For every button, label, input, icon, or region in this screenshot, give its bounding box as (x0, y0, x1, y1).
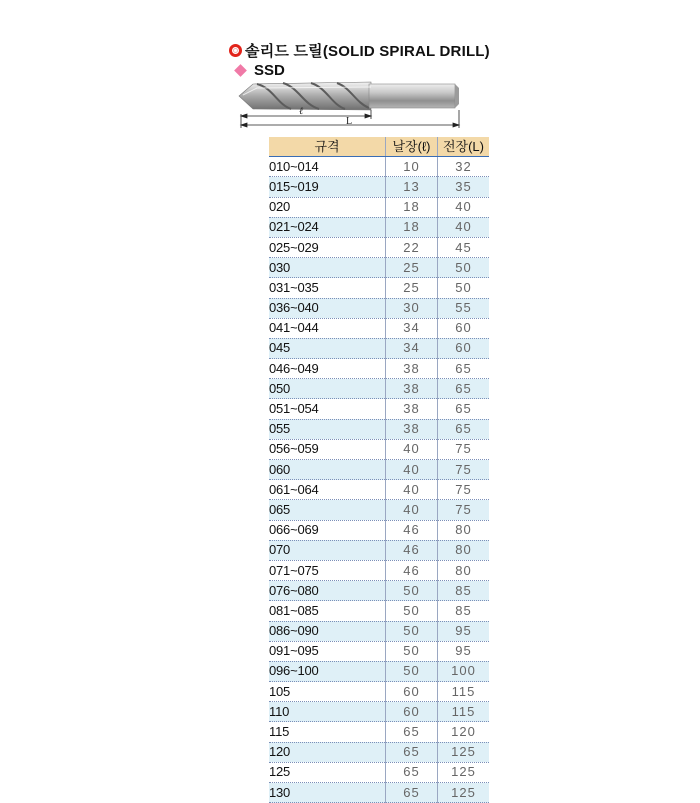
cell-total-length: 75 (438, 439, 490, 459)
cell-total-length: 35 (438, 177, 490, 197)
cell-total-length: 115 (438, 702, 490, 722)
cell-total-length: 80 (438, 520, 490, 540)
cell-flute-length: 40 (386, 500, 438, 520)
cell-flute-length: 65 (386, 722, 438, 742)
table-row (269, 480, 489, 500)
cell-flute-length: 50 (386, 641, 438, 661)
cell-total-length: 95 (438, 641, 490, 661)
cell-total-length: 40 (438, 197, 490, 217)
cell-flute-length: 10 (386, 157, 438, 177)
cell-total-length: 65 (438, 359, 490, 379)
table-row (269, 278, 489, 298)
cell-size: 061~064 (269, 480, 386, 500)
total-length-label: L (346, 116, 353, 127)
cell-flute-length: 18 (386, 197, 438, 217)
cell-total-length: 75 (438, 500, 490, 520)
cell-flute-length: 46 (386, 560, 438, 580)
spec-table (269, 137, 489, 803)
cell-total-length: 75 (438, 480, 490, 500)
cell-total-length: 115 (438, 682, 490, 702)
table-row (269, 702, 489, 722)
cell-total-length: 100 (438, 661, 490, 681)
cell-size: 096~100 (269, 661, 386, 681)
cell-flute-length: 60 (386, 682, 438, 702)
cell-flute-length: 38 (386, 419, 438, 439)
cell-flute-length: 22 (386, 237, 438, 257)
cell-flute-length: 65 (386, 762, 438, 782)
col-header-total-length: 전장(L) (438, 137, 490, 157)
cell-flute-length: 46 (386, 540, 438, 560)
table-row (269, 500, 489, 520)
cell-flute-length: 40 (386, 460, 438, 480)
cell-flute-length: 50 (386, 621, 438, 641)
cell-size: 050 (269, 379, 386, 399)
cell-size: 105 (269, 682, 386, 702)
cell-size: 071~075 (269, 560, 386, 580)
cell-size: 110 (269, 702, 386, 722)
cell-size: 066~069 (269, 520, 386, 540)
table-row (269, 783, 489, 803)
table-row (269, 621, 489, 641)
cell-size: 076~080 (269, 581, 386, 601)
cell-size: 070 (269, 540, 386, 560)
cell-flute-length: 40 (386, 439, 438, 459)
flute-length-label: ℓ (299, 106, 304, 117)
table-row (269, 601, 489, 621)
table-row (269, 197, 489, 217)
cell-total-length: 125 (438, 762, 490, 782)
cell-total-length: 85 (438, 581, 490, 601)
cell-total-length: 65 (438, 379, 490, 399)
cell-flute-length: 38 (386, 399, 438, 419)
cell-size: 010~014 (269, 157, 386, 177)
cell-total-length: 80 (438, 540, 490, 560)
table-row (269, 318, 489, 338)
table-row (269, 460, 489, 480)
red-ring-icon (229, 44, 242, 57)
cell-flute-length: 30 (386, 298, 438, 318)
cell-total-length: 75 (438, 460, 490, 480)
table-row (269, 540, 489, 560)
cell-size: 031~035 (269, 278, 386, 298)
cell-size: 021~024 (269, 217, 386, 237)
cell-size: 086~090 (269, 621, 386, 641)
table-row (269, 722, 489, 742)
table-row (269, 581, 489, 601)
table-row (269, 298, 489, 318)
cell-total-length: 40 (438, 217, 490, 237)
cell-flute-length: 50 (386, 581, 438, 601)
cell-size: 055 (269, 419, 386, 439)
cell-total-length: 50 (438, 258, 490, 278)
table-row (269, 661, 489, 681)
cell-size: 081~085 (269, 601, 386, 621)
cell-total-length: 32 (438, 157, 490, 177)
cell-total-length: 125 (438, 783, 490, 803)
cell-total-length: 120 (438, 722, 490, 742)
cell-total-length: 50 (438, 278, 490, 298)
cell-size: 046~049 (269, 359, 386, 379)
cell-total-length: 45 (438, 237, 490, 257)
cell-flute-length: 34 (386, 318, 438, 338)
table-row (269, 258, 489, 278)
table-row (269, 217, 489, 237)
table-row (269, 157, 489, 177)
cell-size: 091~095 (269, 641, 386, 661)
col-header-flute-length: 날장(ℓ) (386, 137, 438, 157)
cell-total-length: 55 (438, 298, 490, 318)
title-row (229, 40, 490, 60)
cell-flute-length: 46 (386, 520, 438, 540)
cell-size: 020 (269, 197, 386, 217)
cell-size: 130 (269, 783, 386, 803)
cell-flute-length: 25 (386, 258, 438, 278)
cell-flute-length: 13 (386, 177, 438, 197)
cell-size: 065 (269, 500, 386, 520)
cell-flute-length: 38 (386, 379, 438, 399)
cell-size: 025~029 (269, 237, 386, 257)
cell-total-length: 80 (438, 560, 490, 580)
table-header-row (269, 137, 489, 157)
table-row (269, 742, 489, 762)
cell-flute-length: 25 (386, 278, 438, 298)
table-row (269, 641, 489, 661)
table-row (269, 419, 489, 439)
cell-flute-length: 60 (386, 702, 438, 722)
table-row (269, 762, 489, 782)
cell-size: 051~054 (269, 399, 386, 419)
cell-total-length: 65 (438, 419, 490, 439)
product-title: 솔리드 드릴(SOLID SPIRAL DRILL) (245, 42, 490, 60)
table-row (269, 682, 489, 702)
cell-flute-length: 38 (386, 359, 438, 379)
drill-body (239, 82, 459, 110)
cell-flute-length: 50 (386, 601, 438, 621)
cell-total-length: 125 (438, 742, 490, 762)
table-row (269, 399, 489, 419)
cell-size: 045 (269, 338, 386, 358)
cell-flute-length: 50 (386, 661, 438, 681)
cell-total-length: 95 (438, 621, 490, 641)
table-row (269, 237, 489, 257)
cell-total-length: 65 (438, 399, 490, 419)
table-row (269, 359, 489, 379)
cell-size: 015~019 (269, 177, 386, 197)
cell-total-length: 85 (438, 601, 490, 621)
cell-size: 115 (269, 722, 386, 742)
table-body (269, 157, 489, 803)
table-row (269, 338, 489, 358)
table-row (269, 379, 489, 399)
cell-total-length: 60 (438, 338, 490, 358)
cell-flute-length: 34 (386, 338, 438, 358)
table-row (269, 520, 489, 540)
cell-size: 056~059 (269, 439, 386, 459)
cell-size: 041~044 (269, 318, 386, 338)
col-header-size: 규격 (269, 137, 386, 157)
cell-size: 125 (269, 762, 386, 782)
table-row (269, 177, 489, 197)
cell-size: 036~040 (269, 298, 386, 318)
cell-size: 060 (269, 460, 386, 480)
cell-flute-length: 65 (386, 783, 438, 803)
cell-size: 030 (269, 258, 386, 278)
drill-diagram (233, 74, 463, 132)
table-row (269, 560, 489, 580)
cell-flute-length: 18 (386, 217, 438, 237)
cell-total-length: 60 (438, 318, 490, 338)
cell-size: 120 (269, 742, 386, 762)
table-row (269, 439, 489, 459)
cell-flute-length: 40 (386, 480, 438, 500)
cell-flute-length: 65 (386, 742, 438, 762)
product-code: SSD (254, 61, 285, 79)
